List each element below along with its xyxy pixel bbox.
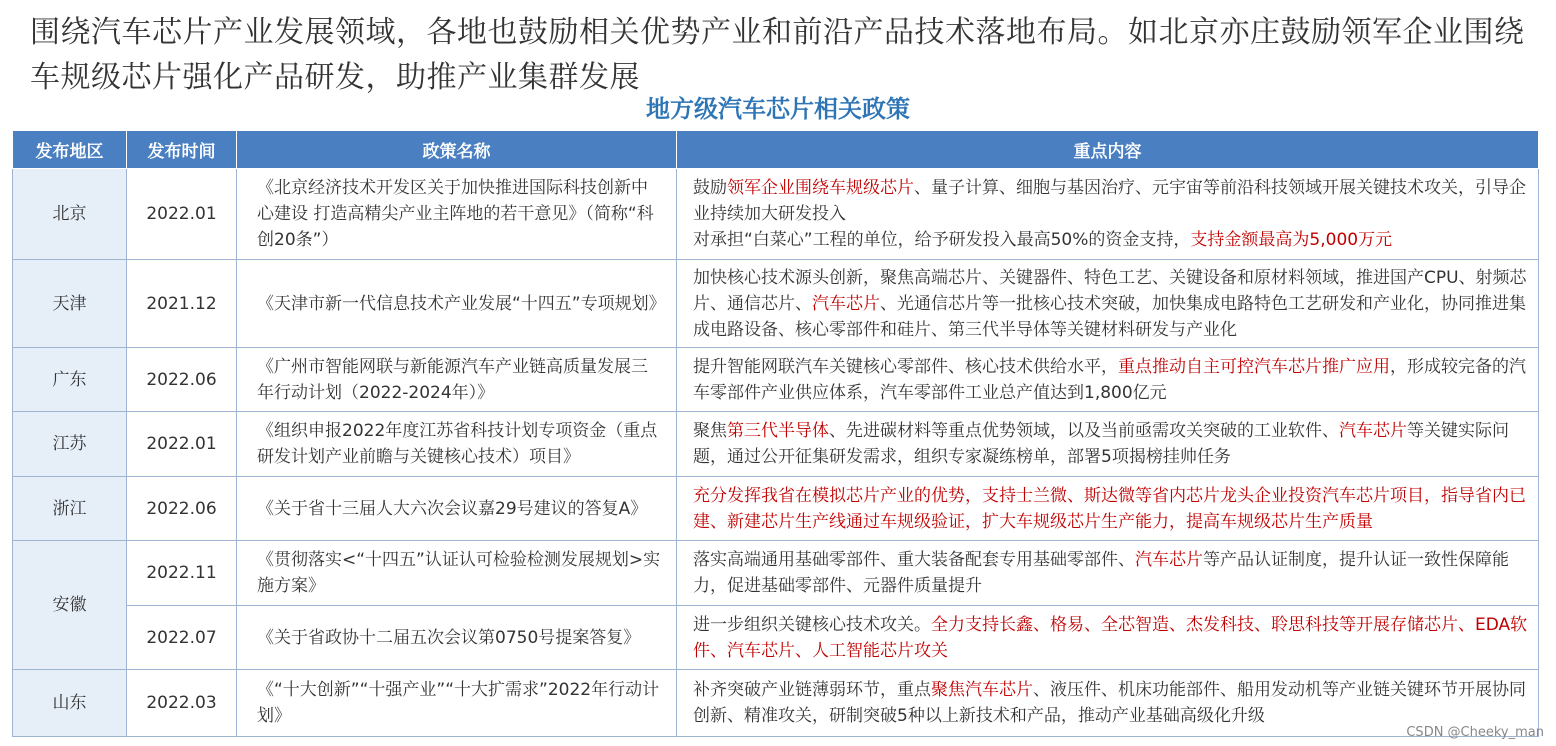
table-row — [13, 412, 1539, 477]
highlighted-text: 第三代半导体 — [727, 421, 829, 441]
content-text: ，形成较完备的汽车零部件产业供应体系，汽车零部件工业总产值达到1,800亿元 — [693, 356, 1526, 403]
highlighted-text: 汽车芯片 — [1135, 550, 1203, 570]
content-cell — [677, 477, 1539, 541]
region-cell: 天津 — [13, 260, 127, 348]
highlighted-text: 全力支持长鑫、格易、全芯智造、杰发科技、聆思科技等开展存储芯片、EDA软件、汽车芯片、人工智能芯片攻关 — [693, 614, 1528, 661]
content-text: 等产品认证制度，提升认证一致性保障能力，促进基础零部件、元器件质量提升 — [693, 550, 1509, 596]
region-cell: 北京 — [13, 169, 127, 260]
col-header-date: 发布时间 — [127, 131, 237, 169]
content-cell — [677, 260, 1539, 348]
region-cell: 安徽 — [13, 541, 127, 670]
content-text: 、液压件、机床功能部件、船用发动机等产业链关键环节开展协同创新、精准攻关，研制突破5种以上新技术和产品，推动产业基础高级化升级 — [693, 680, 1526, 726]
policy-name-cell: 《组织申报2022年度江苏省科技计划专项资金（重点研发计划产业前瞻与关键核心技术）项目》 — [237, 412, 677, 477]
date-cell: 2022.01 — [127, 412, 237, 477]
content-text: 对承担“白菜心”工程的单位，给予研发投入最高50%的资金支持， — [693, 230, 1191, 250]
date-cell: 2022.06 — [127, 477, 237, 541]
policy-name-cell: 《关于省十三届人大六次会议嘉29号建议的答复A》 — [237, 477, 677, 541]
highlighted-text: 聚焦汽车芯片 — [931, 680, 1033, 700]
policy-name-cell: 《广州市智能网联与新能源汽车产业链高质量发展三年行动计划（2022-2024年）》 — [237, 348, 677, 412]
date-cell: 2021.12 — [127, 260, 237, 348]
table-row — [13, 260, 1539, 348]
content-text: 等关键实际问题，通过公开征集研发需求，组织专家凝练榜单，部署5项揭榜挂帅任务 — [693, 421, 1509, 467]
highlighted-text: 汽车芯片 — [1339, 421, 1407, 441]
table-row — [13, 169, 1539, 260]
content-cell — [677, 348, 1539, 412]
highlighted-text: 充分发挥我省在模拟芯片产业的优势，支持士兰微、斯达微等省内芯片龙头企业投资汽车芯片项目，指导省内已建、新建芯片生产线通过车规级验证，扩大车规级芯片生产能力，提高车规级芯片生产质量 — [693, 485, 1526, 532]
table-row — [13, 477, 1539, 541]
policy-name-cell: 《天津市新一代信息技术产业发展“十四五”专项规划》 — [237, 260, 677, 348]
content-cell — [677, 606, 1539, 670]
content-cell — [677, 412, 1539, 477]
content-cell — [677, 169, 1539, 260]
table-row — [13, 348, 1539, 412]
date-cell: 2022.06 — [127, 348, 237, 412]
date-cell: 2022.07 — [127, 606, 237, 670]
table-row — [13, 606, 1539, 670]
headline: 围绕汽车芯片产业发展领域，各地也鼓励相关优势产业和前沿产品技术落地布局。如北京亦庄鼓励领军企业围绕车规级芯片强化产品研发，助推产业集群发展 — [30, 15, 1525, 95]
date-cell: 2022.03 — [127, 670, 237, 737]
col-header-content: 重点内容 — [677, 131, 1539, 169]
highlighted-text: 支持金额最高为5,000万元 — [1190, 230, 1393, 250]
content-text: 、量子计算、细胞与基因治疗、元宇宙等前沿科技领域开展关键技术攻关，引导企业持续加大研发投入 — [693, 178, 1526, 224]
region-cell: 浙江 — [13, 477, 127, 541]
content-cell — [677, 541, 1539, 606]
content-text: 进一步组织关键核心技术攻关。 — [693, 614, 931, 635]
date-cell: 2022.01 — [127, 169, 237, 260]
footer-watermark: CSDN @Cheeky_man — [1406, 725, 1544, 740]
table-row — [13, 670, 1539, 737]
col-header-policy: 政策名称 — [237, 131, 677, 169]
content-text: 加快核心技术源头创新，聚焦高端芯片、关键器件、特色工艺、关键设备和原材料领域，推进国产CPU、射频芯片、通信芯片、 — [693, 267, 1527, 314]
policy-name-cell: 《关于省政协十二届五次会议第0750号提案答复》 — [237, 606, 677, 670]
content-text: 、先进碳材料等重点优势领域，以及当前亟需攻关突破的工业软件、 — [829, 421, 1339, 441]
content-text: 聚焦 — [693, 421, 727, 441]
table-row — [13, 541, 1539, 606]
highlighted-text: 汽车芯片 — [812, 293, 880, 314]
date-cell: 2022.11 — [127, 541, 237, 606]
content-text: 、光通信芯片等一批核心技术突破，加快集成电路特色工艺研发和产业化，协同推进集成电路设备、核心零部件和硅片、第三代半导体等关键材料研发与产业化 — [693, 293, 1526, 340]
policy-table — [12, 130, 1539, 737]
content-text: 补齐突破产业链薄弱环节，重点 — [693, 680, 931, 700]
region-cell: 江苏 — [13, 412, 127, 477]
region-cell: 广东 — [13, 348, 127, 412]
content-text: 鼓励 — [693, 178, 727, 198]
table-header-row — [13, 131, 1539, 169]
policy-name-cell: 《北京经济技术开发区关于加快推进国际科技创新中心建设 打造高精尖产业主阵地的若干意见》（简称“科创20条”） — [237, 169, 677, 260]
highlighted-text: 领军企业围绕车规级芯片 — [727, 178, 914, 198]
col-header-region: 发布地区 — [13, 131, 127, 169]
policy-name-cell: 《“十大创新”“十强产业”“十大扩需求”2022年行动计划》 — [237, 670, 677, 737]
policy-name-cell: 《贯彻落实<“十四五”认证认可检验检测发展规划>实施方案》 — [237, 541, 677, 606]
content-text: 提升智能网联汽车关键核心零部件、核心技术供给水平， — [693, 356, 1118, 377]
content-text: 落实高端通用基础零部件、重大装备配套专用基础零部件、 — [693, 550, 1135, 570]
table-title: 地方级汽车芯片相关政策 — [646, 95, 910, 123]
region-cell: 山东 — [13, 670, 127, 737]
highlighted-text: 重点推动自主可控汽车芯片推广应用 — [1118, 356, 1390, 377]
